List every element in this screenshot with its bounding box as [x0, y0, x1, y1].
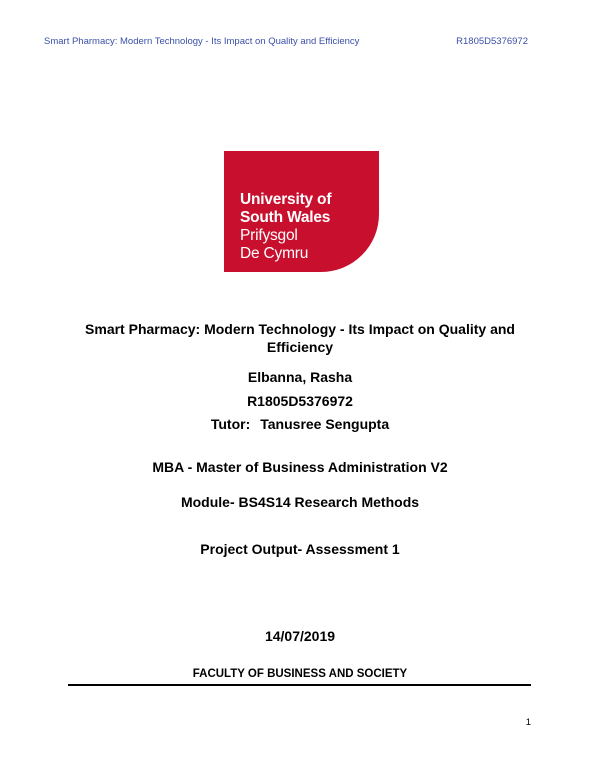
logo-line-3: Prifysgol — [240, 227, 298, 244]
horizontal-rule — [68, 684, 531, 686]
tutor-name: Tanusree Sengupta — [260, 416, 390, 432]
logo-line-4: De Cymru — [240, 245, 309, 262]
running-header — [44, 36, 528, 50]
header-title: Smart Pharmacy: Modern Technology - Its Impact on Quality and Efficiency — [44, 36, 360, 47]
logo-line-2: South Wales — [240, 209, 331, 226]
logo-line-1: University of — [240, 191, 332, 208]
document-title: Smart Pharmacy: Modern Technology - Its Impact on Quality and Efficiency — [85, 321, 515, 355]
tutor-label: Tutor: — [210, 416, 251, 432]
module-name: Module- BS4S14 Research Methods — [180, 494, 420, 510]
assessment-name: Project Output- Assessment 1 — [200, 541, 400, 557]
header-student-id: R1805D5376972 — [456, 36, 528, 47]
program-name: MBA - Master of Business Administration V2 — [152, 459, 448, 475]
author-name: Elbanna, Rasha — [247, 369, 353, 385]
tutor-line — [0, 416, 600, 432]
submission-date: 14/07/2019 — [264, 628, 336, 644]
faculty-name: FACULTY OF BUSINESS AND SOCIETY — [192, 668, 408, 680]
university-logo — [224, 151, 379, 272]
student-id: R1805D5376972 — [247, 393, 353, 409]
page-number: 1 — [525, 717, 531, 728]
